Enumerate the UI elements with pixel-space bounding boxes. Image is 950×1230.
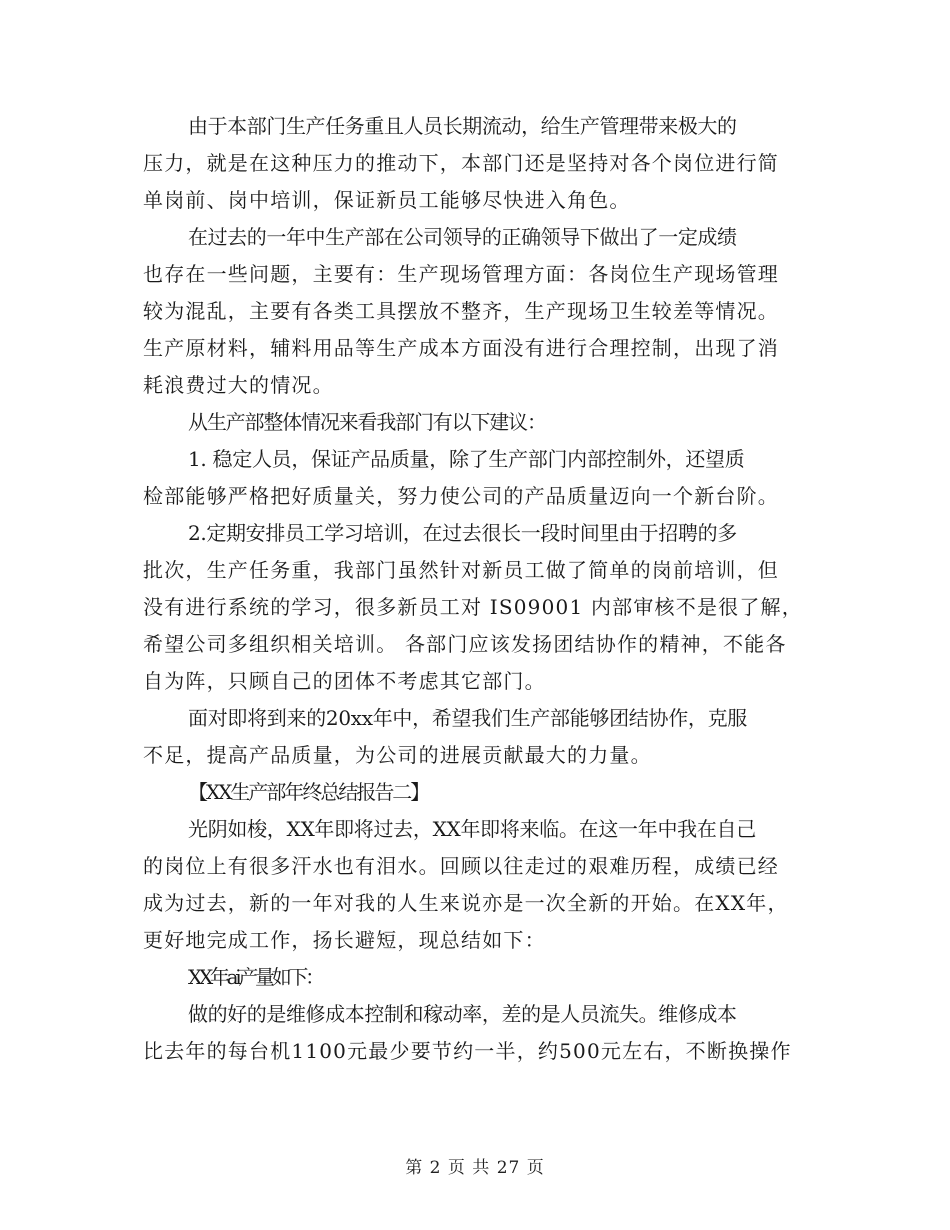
paragraph-line: 2.定期安排员工学习培训，在过去很长一段时间里由于招聘的多 xyxy=(188,521,737,545)
paragraph xyxy=(143,811,803,959)
paragraph-line: 较为混乱，主要有各类工具摆放不整齐，生产现场卫生较差等情况。 xyxy=(143,299,779,323)
paragraph-line: 在过去的一年中生产部在公司领导的正确领导下做出了一定成绩 xyxy=(188,225,737,249)
paragraph xyxy=(143,219,803,404)
page-footer: 第 2 页 共 27 页 xyxy=(405,1158,545,1178)
paragraph-line: 面对即将到来的20xx年中，希望我们生产部能够团结协作，克服 xyxy=(188,706,748,730)
paragraph-line: 压力，就是在这种压力的推动下，本部门还是坚持对各个岗位进行简 xyxy=(143,151,779,175)
document-body xyxy=(143,108,803,1070)
paragraph-line: 由于本部门生产任务重且人员长期流动，给生产管理带来极大的 xyxy=(188,114,737,138)
paragraph-line: 不足，提高产品质量，为公司的进展贡献最大的力量。 xyxy=(143,743,652,767)
paragraph xyxy=(143,515,803,700)
paragraph xyxy=(143,404,803,441)
paragraph-line: 比去年的每台机1100元最少要节约一半，约500元左右，不断换操作 xyxy=(143,1039,792,1063)
paragraph-line: 从生产部整体情况来看我部门有以下建议： xyxy=(188,410,546,434)
paragraph xyxy=(143,441,803,515)
paragraph-line: 更好地完成工作，扬长避短，现总结如下： xyxy=(143,928,546,952)
paragraph xyxy=(143,108,803,219)
paragraph-line: 没有进行系统的学习，很多新员工对 IS09001 内部审核不是很了解， xyxy=(143,595,803,619)
paragraph-line: 1. 稳定人员，保证产品质量，除了生产部门内部控制外，还望质 xyxy=(188,447,745,471)
paragraph-line: 光阴如梭，XX年即将过去，XX年即将来临。在这一年中我在自己 xyxy=(188,817,756,841)
paragraph-line: XX年ai产量如下： xyxy=(188,965,322,989)
paragraph-line: 成为过去，新的一年对我的人生来说亦是一次全新的开始。在XX年， xyxy=(143,891,789,915)
paragraph-line: 的岗位上有很多汗水也有泪水。回顾以往走过的艰难历程，成绩已经 xyxy=(143,854,779,878)
paragraph-line: 也存在一些问题，主要有：生产现场管理方面：各岗位生产现场管理 xyxy=(143,262,779,286)
paragraph xyxy=(143,774,803,811)
paragraph-line: 耗浪费过大的情况。 xyxy=(143,373,334,397)
paragraph xyxy=(143,700,803,774)
paragraph-line: 生产原材料，辅料用品等生产成本方面没有进行合理控制，出现了消 xyxy=(143,336,779,360)
paragraph-line: 批次，生产任务重，我部门虽然针对新员工做了简单的岗前培训，但 xyxy=(143,558,779,582)
paragraph-line: 检部能够严格把好质量关，努力使公司的产品质量迈向一个新台阶。 xyxy=(143,484,779,508)
paragraph-line: 自为阵，只顾自己的团体不考虑其它部门。 xyxy=(143,669,546,693)
paragraph xyxy=(143,959,803,996)
paragraph-line: 【XX生产部年终总结报告二】 xyxy=(188,780,429,804)
paragraph-line: 希望公司多组织相关培训。 各部门应该发扬团结协作的精神，不能各 xyxy=(143,632,787,656)
paragraph xyxy=(143,996,803,1070)
paragraph-line: 单岗前、岗中培训，保证新员工能够尽快进入角色。 xyxy=(143,188,631,212)
paragraph-line: 做的好的是维修成本控制和稼动率，差的是人员流失。维修成本 xyxy=(188,1002,737,1026)
